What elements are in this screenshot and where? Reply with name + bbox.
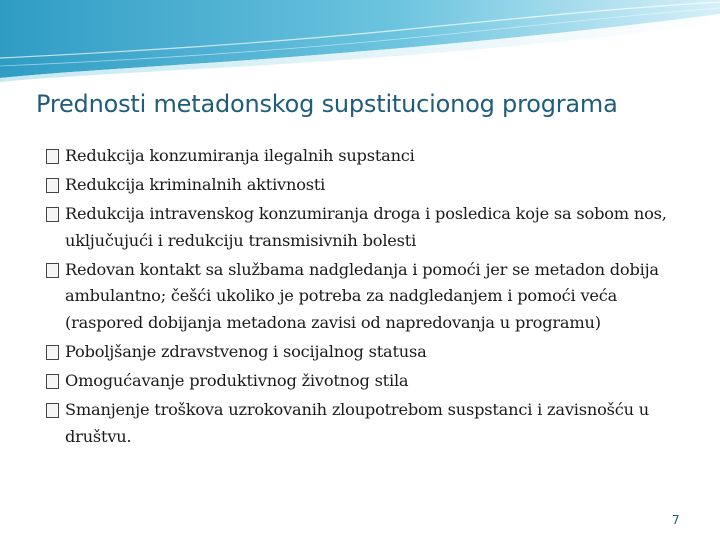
slide-title: Prednosti metadonskog supstitucionog programa <box>36 90 618 118</box>
bullet-box-icon <box>46 263 59 278</box>
bullet-text: Smanjenje troškova uzrokovanih zloupotrebom suspstanci i zavisnošću u društvu. <box>65 400 649 446</box>
header-wave-decoration <box>0 0 720 90</box>
bullet-box-icon <box>46 403 59 418</box>
bullet-text: Redukcija konzumiranja ilegalnih supstanci <box>65 146 415 165</box>
list-item <box>46 368 696 395</box>
list-item <box>46 201 696 254</box>
bullet-list <box>46 143 696 453</box>
bullet-box-icon <box>46 345 59 360</box>
list-item <box>46 172 696 199</box>
bullet-text: Omogućavanje produktivnog životnog stila <box>65 370 409 390</box>
bullet-text: Redovan kontakt sa službama nadgledanja i pomoći jer se metadon dobija ambulantno; češći ukoliko je potreba za nadgledanjem i pomoći veća (raspored dobijanja metadona zavisi od napredovanja u programu) <box>65 259 659 332</box>
bullet-box-icon <box>46 178 59 193</box>
bullet-box-icon <box>46 149 59 164</box>
bullet-text: Redukcija kriminalnih aktivnosti <box>65 175 326 195</box>
bullet-text: Redukcija intravenskog konzumiranja droga i posledica koje sa sobom nos, uključujući i redukciju transmisivnih bolesti <box>65 204 667 250</box>
page-number: 7 <box>672 513 680 527</box>
list-item <box>46 257 696 337</box>
bullet-box-icon <box>46 374 59 389</box>
bullet-text: Poboljšanje zdravstvenog i socijalnog statusa <box>65 341 427 361</box>
bullet-box-icon <box>46 207 59 222</box>
list-item <box>46 397 696 450</box>
list-item <box>46 339 696 366</box>
list-item <box>46 143 696 170</box>
